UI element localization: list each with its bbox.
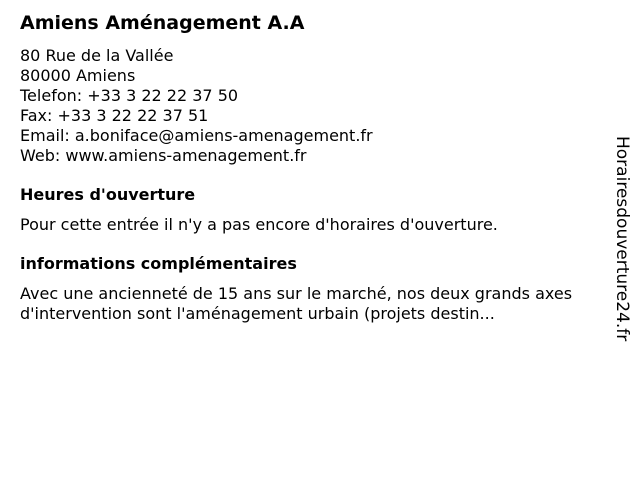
web-label: Web:	[20, 146, 61, 165]
fax-value: +33 3 22 22 37 51	[57, 106, 209, 125]
site-brand-vertical[interactable]: Horairesdouverture24.fr	[612, 136, 632, 342]
email-label: Email:	[20, 126, 70, 145]
hours-heading: Heures d'ouverture	[20, 185, 196, 204]
info-text: Avec une ancienneté de 15 ans sur le marché, nos deux grands axes d'intervention sont l'aménagement urbain (projets destin...	[20, 284, 573, 323]
address-line-2: 80000 Amiens	[20, 66, 136, 85]
business-card	[20, 10, 600, 324]
info-heading: informations complémentaires	[20, 254, 297, 273]
web-row	[20, 146, 600, 166]
phone-link[interactable]: +33 3 22 22 37 50	[87, 86, 239, 105]
phone-label: Telefon:	[20, 86, 83, 105]
email-link[interactable]: a.boniface@amiens-amenagement.fr	[74, 126, 373, 145]
web-link[interactable]: www.amiens-amenagement.fr	[65, 146, 307, 165]
fax-row	[20, 106, 600, 126]
business-name: Amiens Aménagement A.A	[20, 12, 305, 34]
address-line-1: 80 Rue de la Vallée	[20, 46, 174, 65]
fax-label: Fax:	[20, 106, 53, 125]
contact-block	[20, 46, 600, 166]
hours-text: Pour cette entrée il n'y a pas encore d'horaires d'ouverture.	[20, 215, 498, 234]
email-row	[20, 126, 600, 146]
phone-row	[20, 86, 600, 106]
